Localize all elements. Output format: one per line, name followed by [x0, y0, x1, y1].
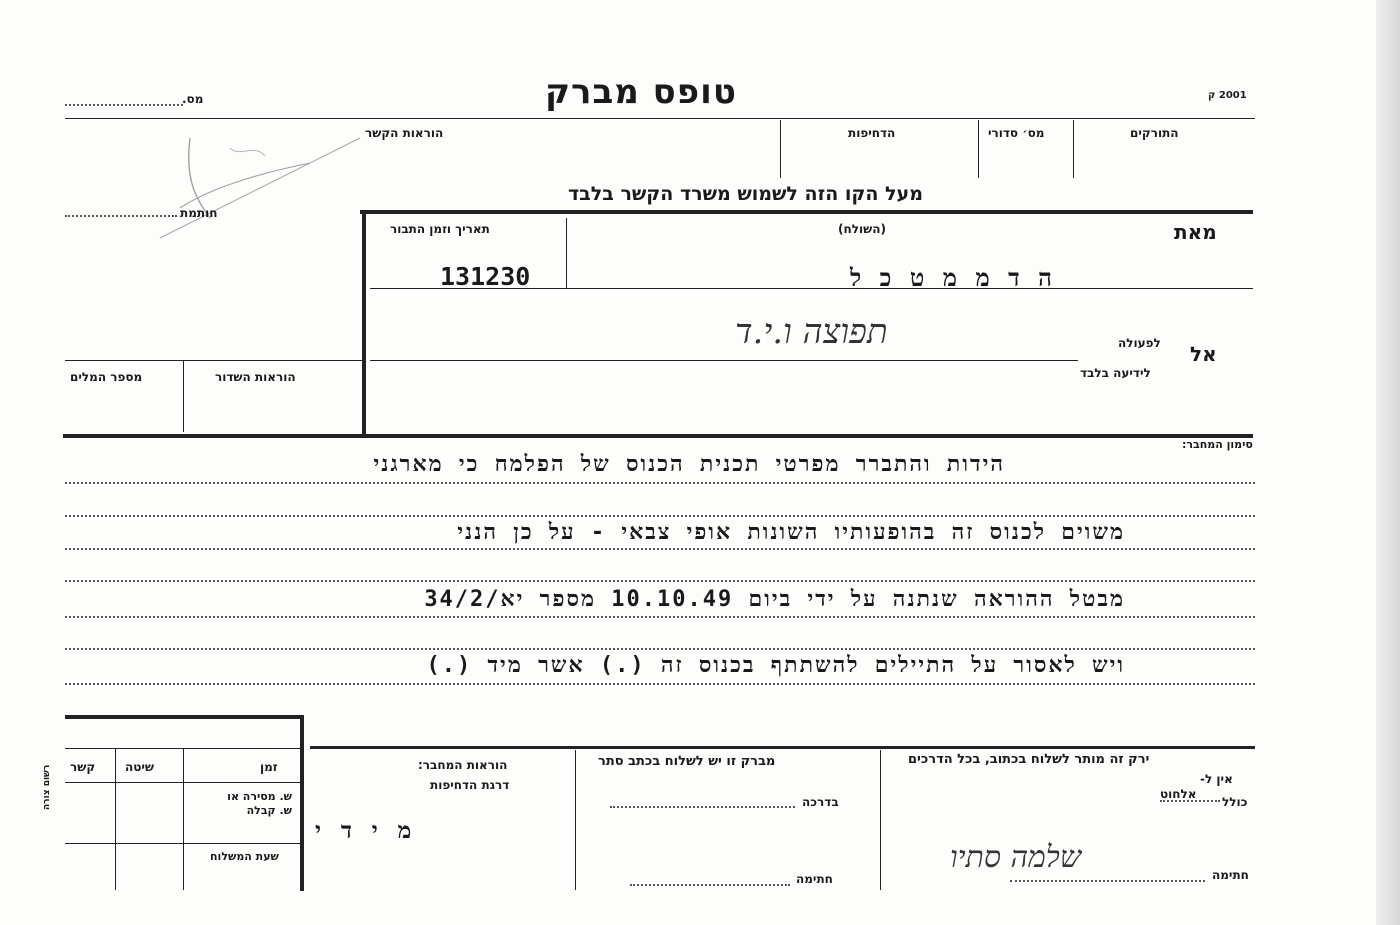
message-rule: [65, 548, 1255, 550]
except-line: [1160, 800, 1220, 802]
datetime-divider: [566, 218, 567, 288]
message-number-line: [65, 104, 183, 106]
pencil-marks: [150, 118, 380, 248]
message-rule: [65, 648, 1255, 650]
page-edge: [1376, 0, 1400, 925]
comm-instructions-label: הוראות הקשר: [365, 126, 444, 140]
typist-label: התורקים: [1130, 126, 1179, 140]
message-rule: [65, 580, 1255, 582]
table-rule: [65, 782, 302, 783]
for-action-label: לפעולה: [1118, 336, 1161, 350]
datetime-value: 131230: [440, 262, 531, 291]
table-rule: [65, 843, 302, 844]
including-label: כולל: [1222, 795, 1248, 809]
left-panel-rule: [65, 360, 363, 361]
to-label: אל: [1190, 342, 1217, 366]
by-radio-line: [610, 806, 795, 808]
serial-number-label: מס׳ סדורי: [988, 126, 1045, 140]
word-count-label: מספר המלים: [70, 370, 143, 384]
form-code: 2001 ק: [1208, 90, 1247, 101]
by-radio-label: בדרכה: [802, 795, 839, 809]
time-column-label: זמן: [260, 760, 278, 774]
left-panel-divider: [183, 360, 184, 432]
office-use-notice: מעל הקו הזה לשמוש משרד הקשר בלבד: [568, 183, 923, 205]
method-column-label: שיטה: [125, 760, 155, 774]
message-line-3: מבטל ההוראה שנתנה על ידי ביום 10.10.49 מספר יא/34/2: [424, 587, 1125, 612]
bottom-divider: [575, 750, 576, 890]
bottom-rule: [310, 746, 1255, 749]
message-rule: [65, 482, 1255, 484]
secret-signature-line: [630, 884, 790, 886]
except-label: אין ל-: [1200, 772, 1233, 786]
from-rule: [370, 288, 1253, 289]
bottom-box-top: [65, 715, 302, 719]
sender-caption: (השולח): [838, 222, 886, 236]
open-transmission-note: ירק זה מותר לשלוח בכתוב, בכל הדרכים: [908, 752, 1150, 767]
message-line-1: הידות והתברר מפרטי תכנית הכנוס של הפלמח כי מארגני: [373, 452, 1005, 477]
from-label: מאת: [1174, 220, 1217, 244]
bottom-box-right: [300, 715, 304, 891]
header-bottom-rule: [63, 434, 1253, 438]
handwritten-signature: שלמה סתיו: [950, 840, 1082, 875]
box-left-border: [362, 210, 366, 436]
table-divider: [183, 748, 184, 890]
datetime-label: תאריך וזמן התבור: [390, 222, 490, 236]
top-divider: [1073, 120, 1074, 178]
priority-value: מ י ד י: [315, 818, 415, 844]
secret-note: מברק זו יש לשלוח בכתב סתר: [598, 754, 776, 769]
side-label: רשום צורה: [42, 764, 52, 810]
signed-label: חתימה: [1212, 868, 1249, 882]
message-rule: [65, 616, 1255, 618]
table-divider: [115, 748, 116, 890]
priority-label: הדחיפות: [848, 126, 896, 140]
transmission-instructions-label: הוראות השדור: [215, 370, 296, 384]
for-info-label: לידיעה בלבד: [1080, 366, 1151, 380]
bottom-divider: [880, 750, 881, 890]
sender-value: ה ד מ מ ט כ ל: [850, 264, 1054, 292]
author-instructions-label: הוראות המחבר:: [418, 758, 508, 772]
message-rule: [65, 515, 1255, 517]
handoff-label: ש. מסירה או ש. קבלה: [227, 790, 292, 817]
message-line-2: משוים לכנוס זה בהופעותיו השונות אופי צבאי - על כן הנני: [457, 520, 1125, 545]
form-title: טופס מברק: [545, 72, 737, 112]
priority-level-label: דרגת הדחיפות: [430, 778, 510, 792]
signed-line: [1010, 880, 1205, 882]
to-rule: [370, 360, 1078, 361]
message-rule: [65, 683, 1255, 685]
top-divider: [780, 120, 781, 178]
relay-column-label: קשר: [70, 760, 96, 774]
secret-signature-label: חתימה: [796, 872, 833, 886]
message-line-4: ויש לאסור על התיילים להשתתף בכנוס זה (.) אשר מיד (.): [426, 653, 1125, 678]
send-time-label: שעת המשלוח: [210, 850, 279, 863]
stamp-line: [65, 215, 177, 217]
handwritten-recipient: תפוצה ו.י.ד: [735, 312, 888, 352]
author-reference-label: סימון המחבר:: [1182, 438, 1253, 451]
wireless-label: אלחוט: [1160, 787, 1197, 801]
message-number-label: מס.: [182, 92, 204, 106]
heavy-rule: [360, 210, 1253, 214]
stamp-label: חותמת: [180, 206, 218, 220]
top-divider: [978, 120, 979, 178]
